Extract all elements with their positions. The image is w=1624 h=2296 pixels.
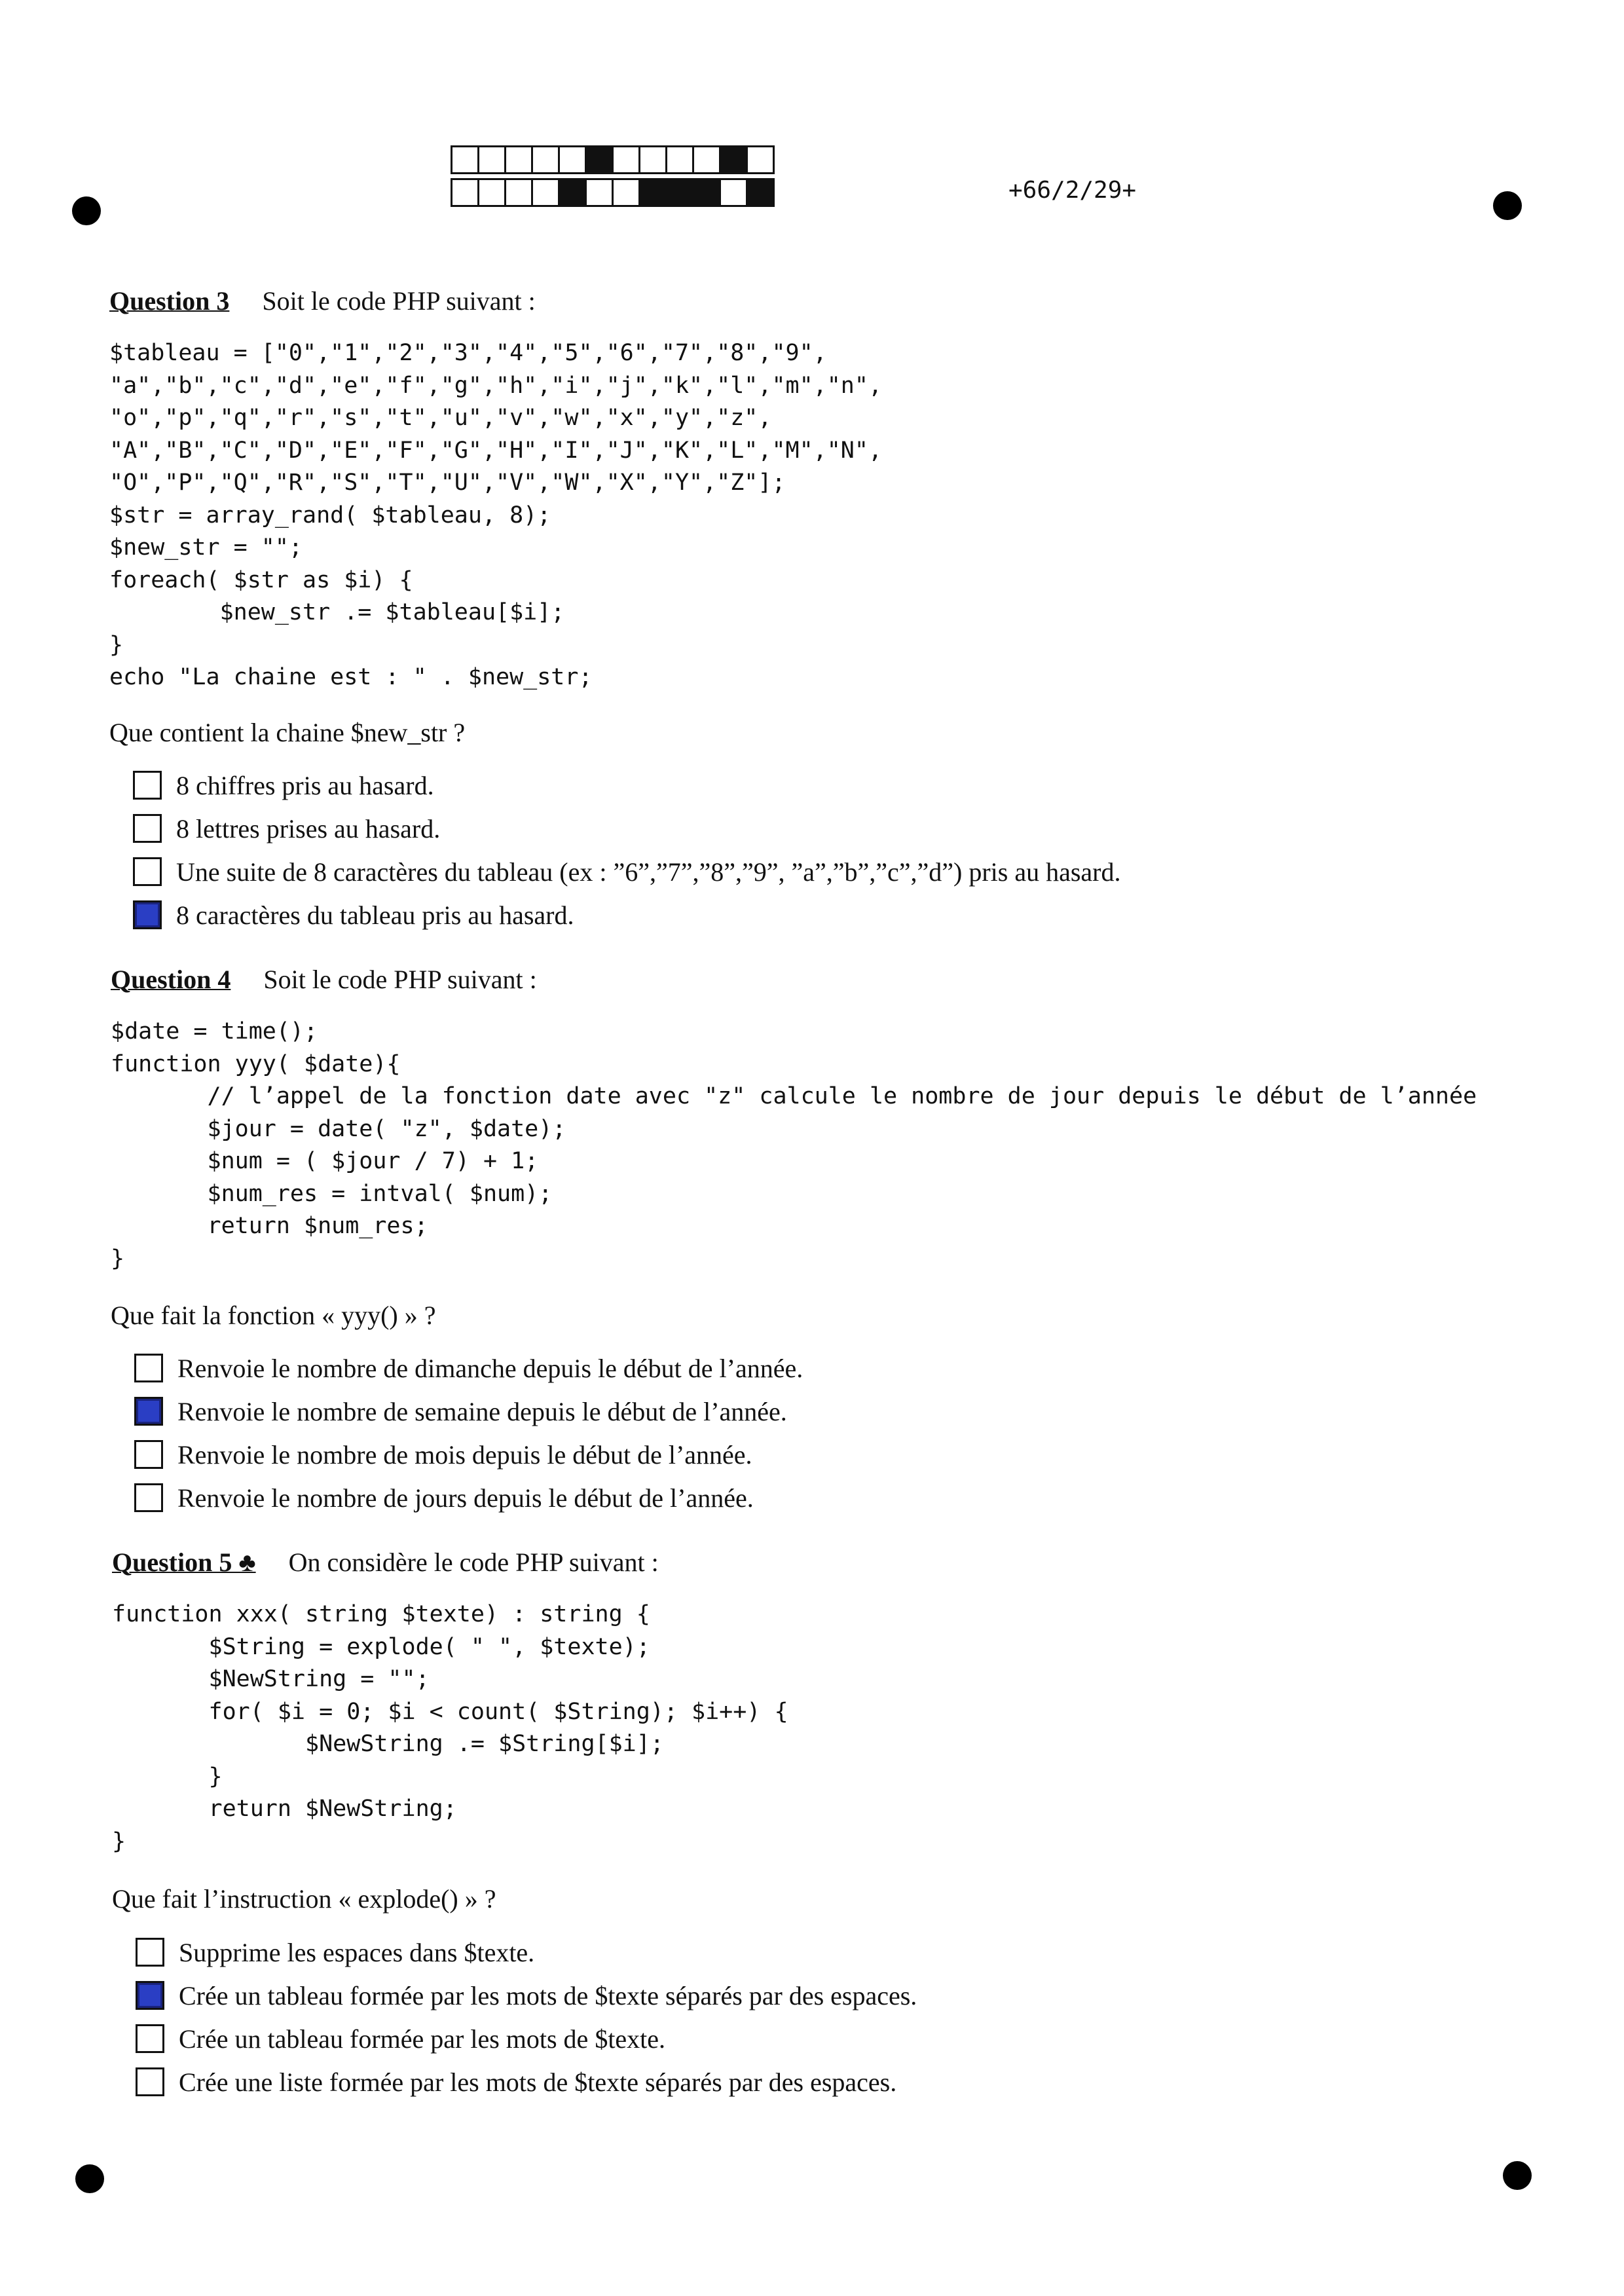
answer-text: Crée un tableau formée par les mots de $texte. bbox=[179, 2024, 666, 2054]
answer-option[interactable] bbox=[134, 1346, 803, 1390]
page-id: +66/2/29+ bbox=[1008, 177, 1137, 204]
answer-option[interactable] bbox=[134, 1390, 803, 1433]
checkbox[interactable] bbox=[136, 1938, 164, 1967]
question-label: Question 4 bbox=[111, 965, 231, 994]
checkbox[interactable] bbox=[134, 1440, 163, 1469]
question-title bbox=[112, 1547, 659, 1578]
answer-option[interactable] bbox=[133, 850, 1121, 893]
id-code-cell bbox=[558, 178, 587, 207]
answer-list bbox=[134, 1346, 803, 1519]
id-code-row bbox=[451, 145, 773, 174]
id-code-cell bbox=[746, 145, 775, 174]
id-code-cell bbox=[504, 178, 533, 207]
checked-checkbox[interactable] bbox=[133, 900, 162, 929]
answer-option[interactable] bbox=[133, 893, 1121, 936]
id-code-cell bbox=[746, 178, 775, 207]
id-code-cell bbox=[692, 145, 721, 174]
answer-option[interactable] bbox=[133, 764, 1121, 807]
checked-checkbox[interactable] bbox=[136, 1981, 164, 2010]
answer-text: Supprime les espaces dans $texte. bbox=[179, 1937, 535, 1967]
id-code-cell bbox=[719, 145, 748, 174]
answer-option[interactable] bbox=[136, 1931, 917, 1974]
answer-text: 8 chiffres pris au hasard. bbox=[176, 770, 434, 800]
question-label: Question 3 bbox=[109, 286, 230, 316]
id-code-cell bbox=[638, 145, 667, 174]
id-code-cell bbox=[612, 178, 640, 207]
id-code-cell bbox=[665, 145, 694, 174]
corner-marker bbox=[75, 2164, 104, 2193]
answer-text: Renvoie le nombre de jours depuis le début de l’année. bbox=[177, 1483, 754, 1513]
checkbox[interactable] bbox=[136, 2067, 164, 2096]
answer-option[interactable] bbox=[133, 807, 1121, 850]
answer-option[interactable] bbox=[136, 2017, 917, 2060]
id-code-cell bbox=[477, 145, 506, 174]
question-intro: Soit le code PHP suivant : bbox=[262, 286, 536, 316]
answer-text: Crée un tableau formée par les mots de $texte séparés par des espaces. bbox=[179, 1980, 917, 2010]
id-code-cell bbox=[665, 178, 694, 207]
id-code-cell bbox=[638, 178, 667, 207]
question-prompt: Que fait l’instruction « explode() » ? bbox=[112, 1884, 496, 1914]
answer-text: 8 lettres prises au hasard. bbox=[176, 813, 441, 843]
checked-checkbox[interactable] bbox=[134, 1397, 163, 1426]
id-code-cell bbox=[585, 145, 614, 174]
answer-text: Une suite de 8 caractères du tableau (ex : ”6”,”7”,”8”,”9”, ”a”,”b”,”c”,”d”) pris au hasard. bbox=[176, 857, 1121, 887]
code-block: $tableau = ["0","1","2","3","4","5","6","7","8","9", "a","b","c","d","e","f","g","h","i","j","k","l","m","n", "o","p","q","r","s","t","u","v","w","x","y","z", "A","B","C","D","E","F","G","H","I","J","K","L","M","N", "O","P","Q","R","S","T","U","V","W","X","Y","Z"]; $str = array_rand( $tableau, 8); $new_str = ""; foreach( $str as $i) { $new_str .= $tableau[$i]; } echo "La chaine est : " . $new_str; bbox=[109, 340, 883, 690]
answer-option[interactable] bbox=[134, 1476, 803, 1519]
question-title bbox=[109, 286, 536, 316]
id-code-cell bbox=[451, 178, 479, 207]
answer-text: Renvoie le nombre de mois depuis le début de l’année. bbox=[177, 1439, 752, 1470]
id-code-cell bbox=[451, 145, 479, 174]
answer-text: 8 caractères du tableau pris au hasard. bbox=[176, 900, 574, 930]
answer-option[interactable] bbox=[136, 1974, 917, 2017]
id-code-cell bbox=[531, 178, 560, 207]
id-code-cell bbox=[504, 145, 533, 174]
checkbox[interactable] bbox=[133, 857, 162, 886]
answer-text: Crée une liste formée par les mots de $texte séparés par des espaces. bbox=[179, 2067, 897, 2097]
question-prompt: Que fait la fonction « yyy() » ? bbox=[111, 1301, 436, 1330]
question-title bbox=[111, 964, 537, 995]
id-code-cell bbox=[531, 145, 560, 174]
answer-option[interactable] bbox=[134, 1433, 803, 1476]
id-code-row bbox=[451, 178, 773, 207]
question-intro: On considère le code PHP suivant : bbox=[288, 1547, 659, 1577]
question-prompt: Que contient la chaine $new_str ? bbox=[109, 718, 466, 747]
checkbox[interactable] bbox=[136, 2024, 164, 2053]
checkbox[interactable] bbox=[133, 814, 162, 843]
corner-marker bbox=[72, 196, 101, 225]
id-code-cell bbox=[558, 145, 587, 174]
answer-option[interactable] bbox=[136, 2060, 917, 2103]
answer-text: Renvoie le nombre de semaine depuis le début de l’année. bbox=[177, 1396, 787, 1426]
checkbox[interactable] bbox=[134, 1354, 163, 1382]
question-intro: Soit le code PHP suivant : bbox=[263, 965, 537, 994]
checkbox[interactable] bbox=[134, 1483, 163, 1512]
id-code-cell bbox=[692, 178, 721, 207]
id-code-cell bbox=[477, 178, 506, 207]
id-code-cell bbox=[612, 145, 640, 174]
question-label: Question 5 ♣ bbox=[112, 1547, 256, 1577]
id-code-cell bbox=[719, 178, 748, 207]
id-code-cell bbox=[585, 178, 614, 207]
answer-list bbox=[133, 764, 1121, 936]
corner-marker bbox=[1493, 191, 1522, 220]
answer-text: Renvoie le nombre de dimanche depuis le début de l’année. bbox=[177, 1353, 803, 1383]
code-block: function xxx( string $texte) : string { $String = explode( " ", $texte); $NewString = ""; for( $i = 0; $i < count( $String); $i++) { $NewString .= $String[$i]; } return $NewString; } bbox=[112, 1601, 788, 1855]
checkbox[interactable] bbox=[133, 771, 162, 800]
code-block: $date = time(); function yyy( $date){ // l’appel de la fonction date avec "z" calcule le nombre de jour depuis le début de l’année $jour = date( "z", $date); $num = ( $jour / 7) + 1; $num_res = intval( $num); return $num_res; } bbox=[111, 1018, 1477, 1272]
corner-marker bbox=[1503, 2161, 1532, 2190]
answer-list bbox=[136, 1931, 917, 2103]
